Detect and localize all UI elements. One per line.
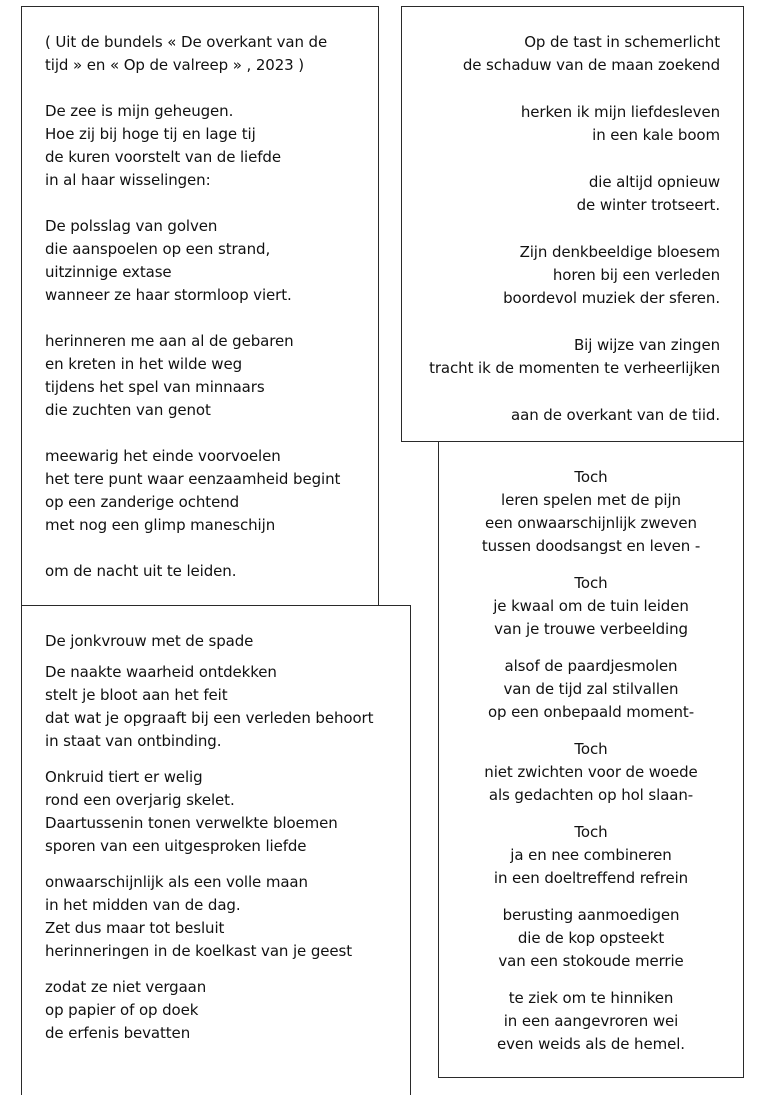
poem-line: dat wat je opgraaft bij een verleden behoort (45, 709, 374, 727)
poem-line: wanneer ze haar stormloop viert. (45, 286, 292, 304)
poem-line: sporen van een uitgesproken liefde (45, 837, 307, 855)
poem-line: een onwaarschijnlijk zweven (485, 514, 697, 532)
stanza (45, 445, 378, 537)
poem-line: leren spelen met de pijn (501, 491, 681, 509)
poem-line: niet zwichten voor de woede (484, 763, 698, 781)
poem-line: om de nacht uit te leiden. (45, 562, 237, 580)
poem-line: tussen doodsangst en leven - (481, 537, 701, 555)
poem-line: rond een overjarig skelet. (45, 791, 235, 809)
stanza (45, 215, 378, 307)
stanza (45, 560, 378, 583)
poem-line: boordevol muziek der sferen. (503, 289, 720, 307)
poem-line: Toch (574, 468, 608, 486)
poem-line: van de tijd zal stilvallen (503, 680, 679, 698)
poem-line: De zee is mijn geheugen. (45, 102, 234, 120)
poem-line: als gedachten op hol slaan- (488, 786, 694, 804)
poem-line: die altijd opnieuw (588, 173, 720, 191)
poem-line: onwaarschijnlijk als een volle maan (45, 873, 308, 891)
poem-line: tijdens het spel van minnaars (45, 378, 265, 396)
poem-panel-toch (438, 441, 744, 1078)
stanza (439, 904, 743, 973)
poem-line: het tere punt waar eenzaamheid begint (45, 470, 341, 488)
poem-line: horen bij een verleden (552, 266, 720, 284)
poem-line: van een stokoude merrie (498, 952, 684, 970)
poem-panel-jonkvrouw (21, 605, 411, 1095)
stanza (45, 661, 410, 753)
stanza (45, 871, 410, 963)
stanza-source-note (45, 31, 378, 77)
stanza (45, 330, 378, 422)
stanza (439, 466, 743, 558)
poem-line: Zet dus maar tot besluit (45, 919, 225, 937)
poem-line: ja en nee combineren (510, 846, 672, 864)
poem-line: zodat ze niet vergaan (45, 978, 207, 996)
poem-line: Op de tast in schemerlicht (524, 33, 720, 51)
poem-line: die de kop opsteekt (517, 929, 665, 947)
stanza (45, 766, 410, 858)
poem-panel-zee (21, 6, 379, 606)
poem-line: De naakte waarheid ontdekken (45, 663, 277, 681)
stanza (402, 241, 720, 310)
poem-line: Zijn denkbeeldige bloesem (519, 243, 720, 261)
poem-line: Toch (574, 740, 608, 758)
poem-line: in het midden van de dag. (45, 896, 241, 914)
poem-line: ( Uit de bundels « De overkant van de (45, 33, 328, 51)
stanza (439, 821, 743, 890)
poem-line: Bij wijze van zingen (573, 336, 720, 354)
stanza (402, 404, 720, 427)
poem-line: op een zanderige ochtend (45, 493, 240, 511)
poem-line: in staat van ontbinding. (45, 732, 222, 750)
poem-line: en kreten in het wilde weg (45, 355, 243, 373)
poem-line: Hoe zij bij hoge tij en lage tij (45, 125, 256, 143)
stanza (439, 738, 743, 807)
poem-title: De jonkvrouw met de spade (45, 632, 254, 650)
poem-line: tracht ik de momenten te verheerlijken (429, 359, 720, 377)
poem-line: even weids als de hemel. (497, 1035, 685, 1053)
poem-line: te ziek om te hinniken (508, 989, 674, 1007)
poem-line: De polsslag van golven (45, 217, 218, 235)
poem-line: van je trouwe verbeelding (494, 620, 688, 638)
poem-line: die aanspoelen op een strand, (45, 240, 271, 258)
poem-line: herinneringen in de koelkast van je geest (45, 942, 353, 960)
poem-line: in een aangevroren wei (503, 1012, 679, 1030)
poem-line: tijd » en « Op de valreep » , 2023 ) (45, 56, 305, 74)
poem-line: herinneren me aan al de gebaren (45, 332, 294, 350)
poem-line: uitzinnige extase (45, 263, 172, 281)
poem-line: op een onbepaald moment- (487, 703, 695, 721)
poem-line: aan de overkant van de tiid. (511, 406, 720, 424)
poem-line: in een kale boom (592, 126, 720, 144)
poem-line: die zuchten van genot (45, 401, 211, 419)
poem-line: meewarig het einde voorvoelen (45, 447, 281, 465)
poem-line: Toch (574, 574, 608, 592)
poem-line: Daartussenin tonen verwelkte bloemen (45, 814, 338, 832)
poem-line: de schaduw van de maan zoekend (462, 56, 720, 74)
stanza (402, 31, 720, 77)
poem-line: Toch (574, 823, 608, 841)
poem-line: in al haar wisselingen: (45, 171, 211, 189)
stanza (439, 572, 743, 641)
stanza (402, 101, 720, 147)
poem-line: alsof de paardjesmolen (504, 657, 678, 675)
poem-line: Onkruid tiert er welig (45, 768, 203, 786)
poem-line: op papier of op doek (45, 1001, 199, 1019)
poem-line: met nog een glimp maneschijn (45, 516, 276, 534)
stanza (402, 334, 720, 380)
poem-line: in een doeltreffend refrein (493, 869, 689, 887)
poem-line: herken ik mijn liefdesleven (520, 103, 720, 121)
poem-line: berusting aanmoedigen (502, 906, 680, 924)
poem-line: de kuren voorstelt van de liefde (45, 148, 281, 166)
stanza (45, 100, 378, 192)
poem-line: de erfenis bevatten (45, 1024, 191, 1042)
stanza (439, 655, 743, 724)
poem-panel-schemerlicht (401, 6, 744, 442)
stanza (45, 976, 410, 1045)
stanza (402, 171, 720, 217)
poem-line: stelt je bloot aan het feit (45, 686, 228, 704)
stanza (439, 987, 743, 1056)
poem-line: je kwaal om de tuin leiden (493, 597, 689, 615)
poem-line: de winter trotseert. (576, 196, 720, 214)
